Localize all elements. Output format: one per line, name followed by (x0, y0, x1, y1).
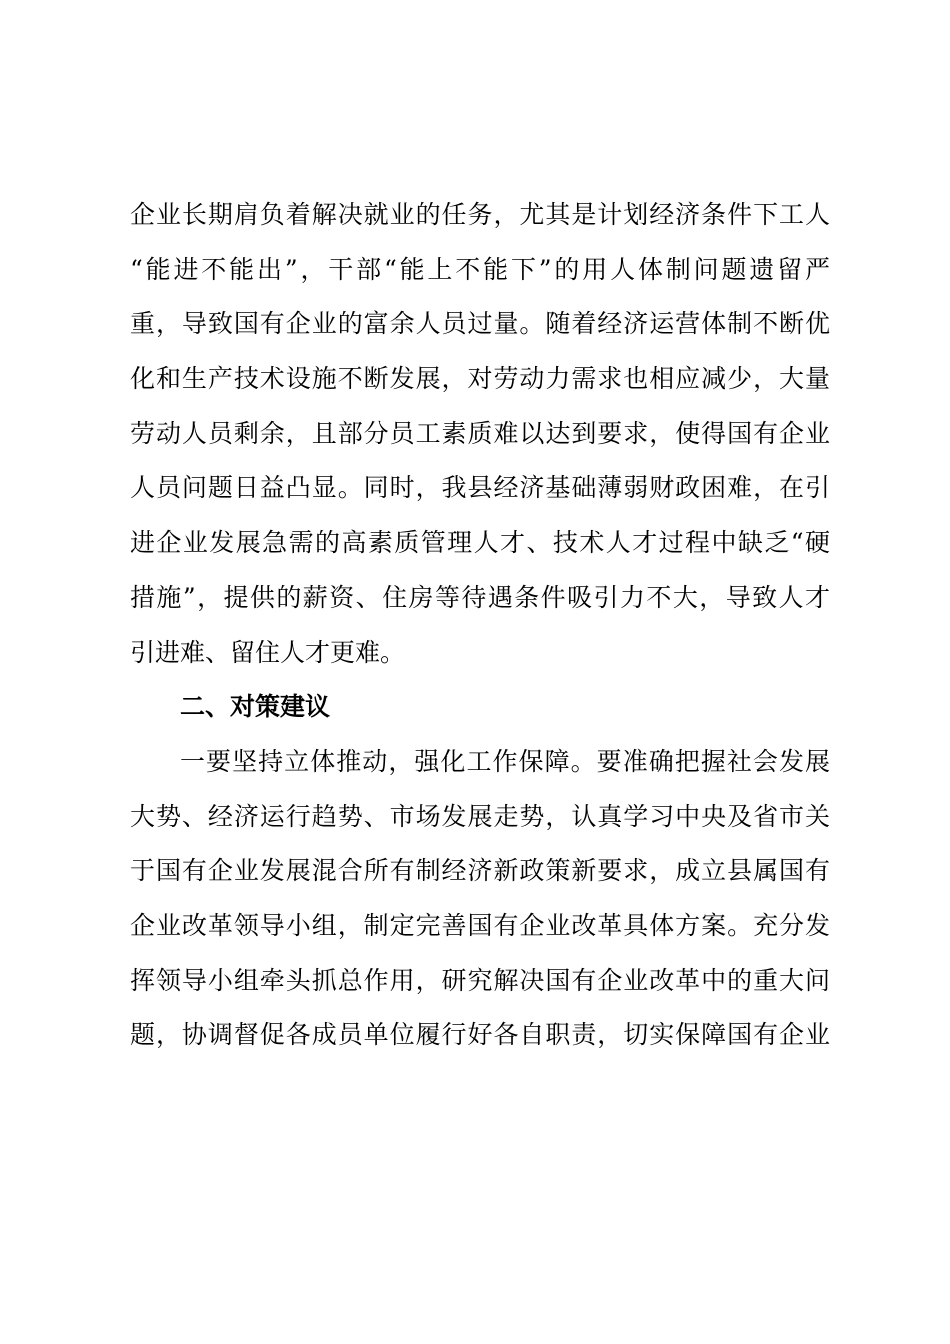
paragraph-line: 化和生产技术设施不断发展，对劳动力需求也相应减少，大量 (130, 364, 830, 394)
paragraph-line: 于国有企业发展混合所有制经济新政策新要求，成立县属国有 (130, 856, 830, 886)
paragraph-line: 人员问题日益凸显。同时，我县经济基础薄弱财政困难，在引 (130, 473, 830, 503)
paragraph-line: 引进难、留住人才更难。 (130, 637, 406, 667)
paragraph-line: “能进不能出”，干部“能上不能下”的用人体制问题遗留严 (130, 254, 830, 284)
paragraph-recommendation-one (130, 735, 830, 1063)
paragraph-line: 重，导致国有企业的富余人员过量。随着经济运营体制不断优 (130, 309, 830, 339)
paragraph-line: 企业改革领导小组，制定完善国有企业改革具体方案。充分发 (130, 910, 830, 940)
paragraph-line: 挥领导小组牵头抓总作用，研究解决国有企业改革中的重大问 (130, 965, 830, 995)
paragraph-line: 企业长期肩负着解决就业的任务，尤其是计划经济条件下工人 (130, 200, 830, 229)
document-body (130, 188, 830, 1063)
paragraph-line: 题，协调督促各成员单位履行好各自职责，切实保障国有企业 (130, 1020, 830, 1050)
paragraph-line: 一要坚持立体推动，强化工作保障。要准确把握社会发展 (180, 746, 830, 776)
paragraph-line: 劳动人员剩余，且部分员工素质难以达到要求，使得国有企业 (130, 418, 830, 448)
section-heading: 二、对策建议 (180, 692, 331, 722)
paragraph-line: 大势、经济运行趋势、市场发展走势，认真学习中央及省市关 (130, 801, 830, 831)
paragraph-employment-issues (130, 188, 830, 680)
paragraph-line: 措施”，提供的薪资、住房等待遇条件吸引力不大，导致人才 (130, 582, 830, 612)
paragraph-line: 进企业发展急需的高素质管理人才、技术人才过程中缺乏“硬 (130, 528, 830, 558)
